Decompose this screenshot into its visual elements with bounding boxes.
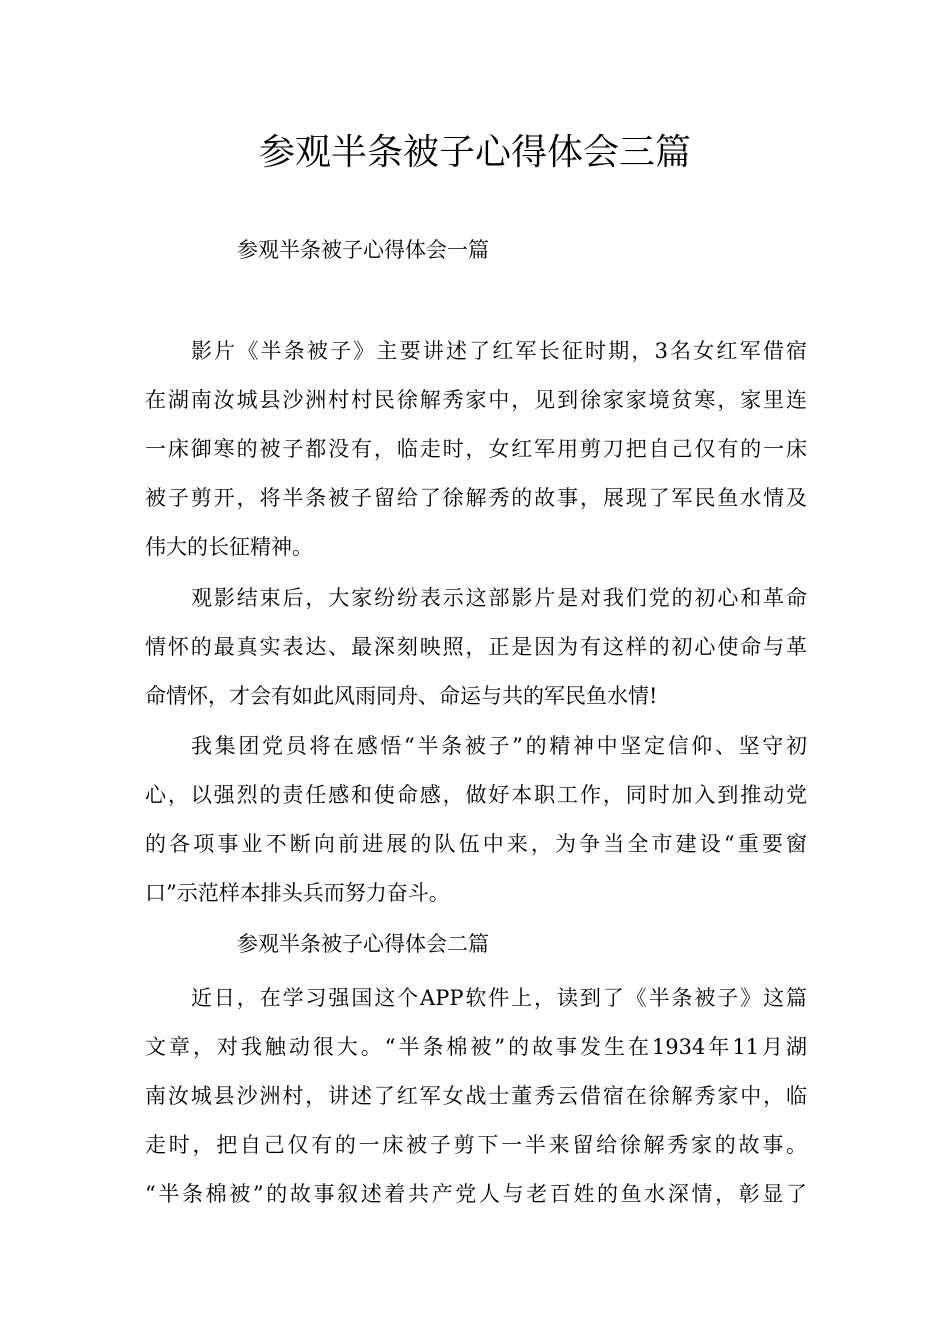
text-line: 近日，在学习强国这个APP软件上，读到了《半条被子》这篇 (191, 986, 807, 1010)
text-line: 文章，对我触动很大。“半条棉被”的故事发生在1934年11月湖 (145, 1035, 807, 1059)
text-line: 参观半条被子心得体会一篇 (237, 238, 489, 262)
text-line: 心，以强烈的责任感和使命感，做好本职工作，同时加入到推动党 (145, 783, 807, 807)
text-line: 观影结束后，大家纷纷表示这部影片是对我们党的初心和革命 (191, 586, 807, 610)
text-line: 口”示范样本排头兵而努力奋斗。 (145, 881, 450, 905)
text-line: 被子剪开，将半条被子留给了徐解秀的故事，展现了军民鱼水情及 (145, 486, 807, 510)
paragraph (145, 574, 807, 721)
text-line: 参观半条被子心得体会二篇 (237, 932, 489, 956)
text-line: 在湖南汝城县沙洲村村民徐解秀家中，见到徐家家境贫寒，家里连 (145, 388, 807, 412)
text-line: 南汝城县沙洲村，讲述了红军女战士董秀云借宿在徐解秀家中，临 (145, 1084, 807, 1108)
paragraph (145, 974, 807, 1219)
text-line: 命情怀，才会有如此风雨同舟、命运与共的军民鱼水情! (145, 684, 658, 708)
text-line: 的各项事业不断向前进展的队伍中来，为争当全市建设“重要窗 (145, 832, 807, 856)
section-heading (145, 920, 807, 969)
paragraph (145, 327, 807, 572)
text-line: 情怀的最真实表达、最深刻映照，正是因为有这样的初心使命与革 (145, 635, 807, 659)
text-line: 走时，把自己仅有的一床被子剪下一半来留给徐解秀家的故事。 (145, 1133, 807, 1157)
text-line: 伟大的长征精神。 (145, 535, 313, 559)
text-line: 影片《半条被子》主要讲述了红军长征时期，3名女红军借宿 (191, 339, 807, 363)
paragraph (145, 722, 807, 918)
text-line: 一床御寒的被子都没有，临走时，女红军用剪刀把自己仅有的一床 (145, 437, 807, 461)
section-heading (145, 226, 807, 275)
text-line: “半条棉被”的故事叙述着共产党人与老百姓的鱼水深情，彰显了 (145, 1182, 807, 1206)
document-title: 参观半条被子心得体会三篇 (258, 132, 691, 173)
text-line: 我集团党员将在感悟“半条被子”的精神中坚定信仰、坚守初 (191, 734, 807, 758)
